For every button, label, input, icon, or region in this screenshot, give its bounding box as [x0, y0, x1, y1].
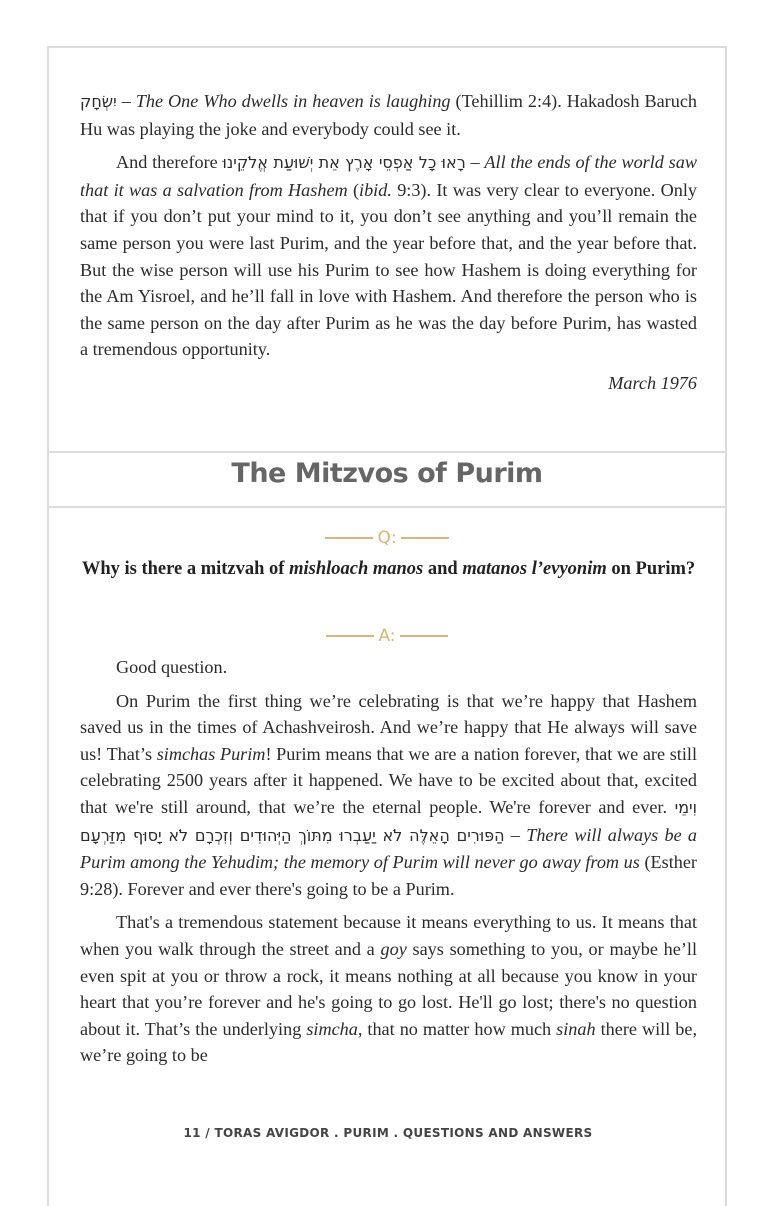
answer-paragraph-2: On Purim the first thing we’re celebrating is that we’re happy that Hashem saved us in the times of Achashveirosh. And we’re happy that He always will save us! That’s simchas Purim! Purim means that we are a nation forever, that we are still celebrating 2500 years after it happened. We have to be excited about that, excited that we're still around, that we’re the eternal people. We're forever and ever. וִימֵי הַפּוּרִים הָאֵלֶּה לֹא יַעַבְרוּ מִתּוֹךְ הַיְּהוּדִים וְזִכְרָם לֹא יָסוּף מִזַּרְעָם – There will always be a Purim among the Yehudim; the memory of Purim will never go away from us (Esther 9:28). Forever and ever there's going to be a Purim.: [80, 690, 697, 899]
divider-bottom: [47, 506, 727, 508]
paragraph-salvation: And therefore רָאוּ כָל אַפְסֵי אָרֶץ אֵת יְשׁוּעַת אֱלֹקֵינוּ – All the ends of the world saw that it was a salvation from Hashem (ibid. 9:3). It was very clear to everyone. Only that if you don’t put your mind to it, you don’t see anything and you’ll remain the same person you were last Purim, and the year before that, and the year before that. But the wise person will use his Purim to see how Hashem is doing everything for the Am Yisroel, and he’ll fall in love with Hashem. And therefore the person who is the same person on the day after Purim as he was the day before Purim, has wasted a tremendous opportunity.: [80, 152, 697, 360]
q-label: Q:: [377, 528, 397, 548]
a-label: A:: [378, 626, 396, 646]
section-title: The Mitzvos of Purim: [231, 458, 543, 489]
hebrew-quote: יִשְׂחָק: [80, 92, 117, 111]
divider-line: [401, 537, 449, 539]
answer-paragraph-1: Good question.: [116, 657, 228, 677]
question-divider: [47, 528, 727, 548]
divider-top: [47, 451, 727, 453]
hebrew-quote: רָאוּ כָל אַפְסֵי אָרֶץ אֵת יְשׁוּעַת אֱלֹקֵינוּ: [222, 153, 466, 173]
answer-paragraph-3: That's a tremendous statement because it means everything to us. It means that when you walk through the street and a goy says something to you, or maybe he’ll even spit at you or throw a rock, it means nothing at all because you know in your heart that you’re forever and he's going to go lost. He'll go lost; there's no question about it. That’s the underlying simcha, that no matter how much sinah there will be, we’re going to be: [80, 912, 697, 1066]
translation: The One Who dwells in heaven is laughing: [135, 91, 451, 111]
question-text: Why is there a mitzvah of mishloach manos and matanos l’evyonim on Purim?: [81, 559, 696, 579]
hebrew-quote: וִימֵי הַפּוּרִים הָאֵלֶּה לֹא יַעַבְרוּ מִתּוֹךְ הַיְּהוּדִים וְזִכְרָם לֹא יָסוּף מִזַּרְעָם: [80, 797, 697, 845]
paragraph-tehillim: יִשְׂחָק – The One Who dwells in heaven is laughing (Tehillim 2:4). Hakadosh Baruch Hu was playing the joke and everybody could see it.: [80, 91, 697, 139]
divider-line: [325, 537, 373, 539]
answer-divider: [47, 626, 727, 646]
page-footer: 11 / TORAS AVIGDOR . PURIM . QUESTIONS AND ANSWERS: [183, 1126, 593, 1140]
date-signature: March 1976: [608, 372, 697, 393]
divider-line: [400, 635, 448, 637]
translation: There will always be a Purim among the Yehudim; the memory of Purim will never go away from us: [80, 824, 697, 873]
top-section: [80, 88, 697, 397]
divider-line: [326, 635, 374, 637]
translation: All the ends of the world saw that it was a salvation from Hashem: [80, 152, 697, 200]
answer-section: [80, 654, 697, 1076]
